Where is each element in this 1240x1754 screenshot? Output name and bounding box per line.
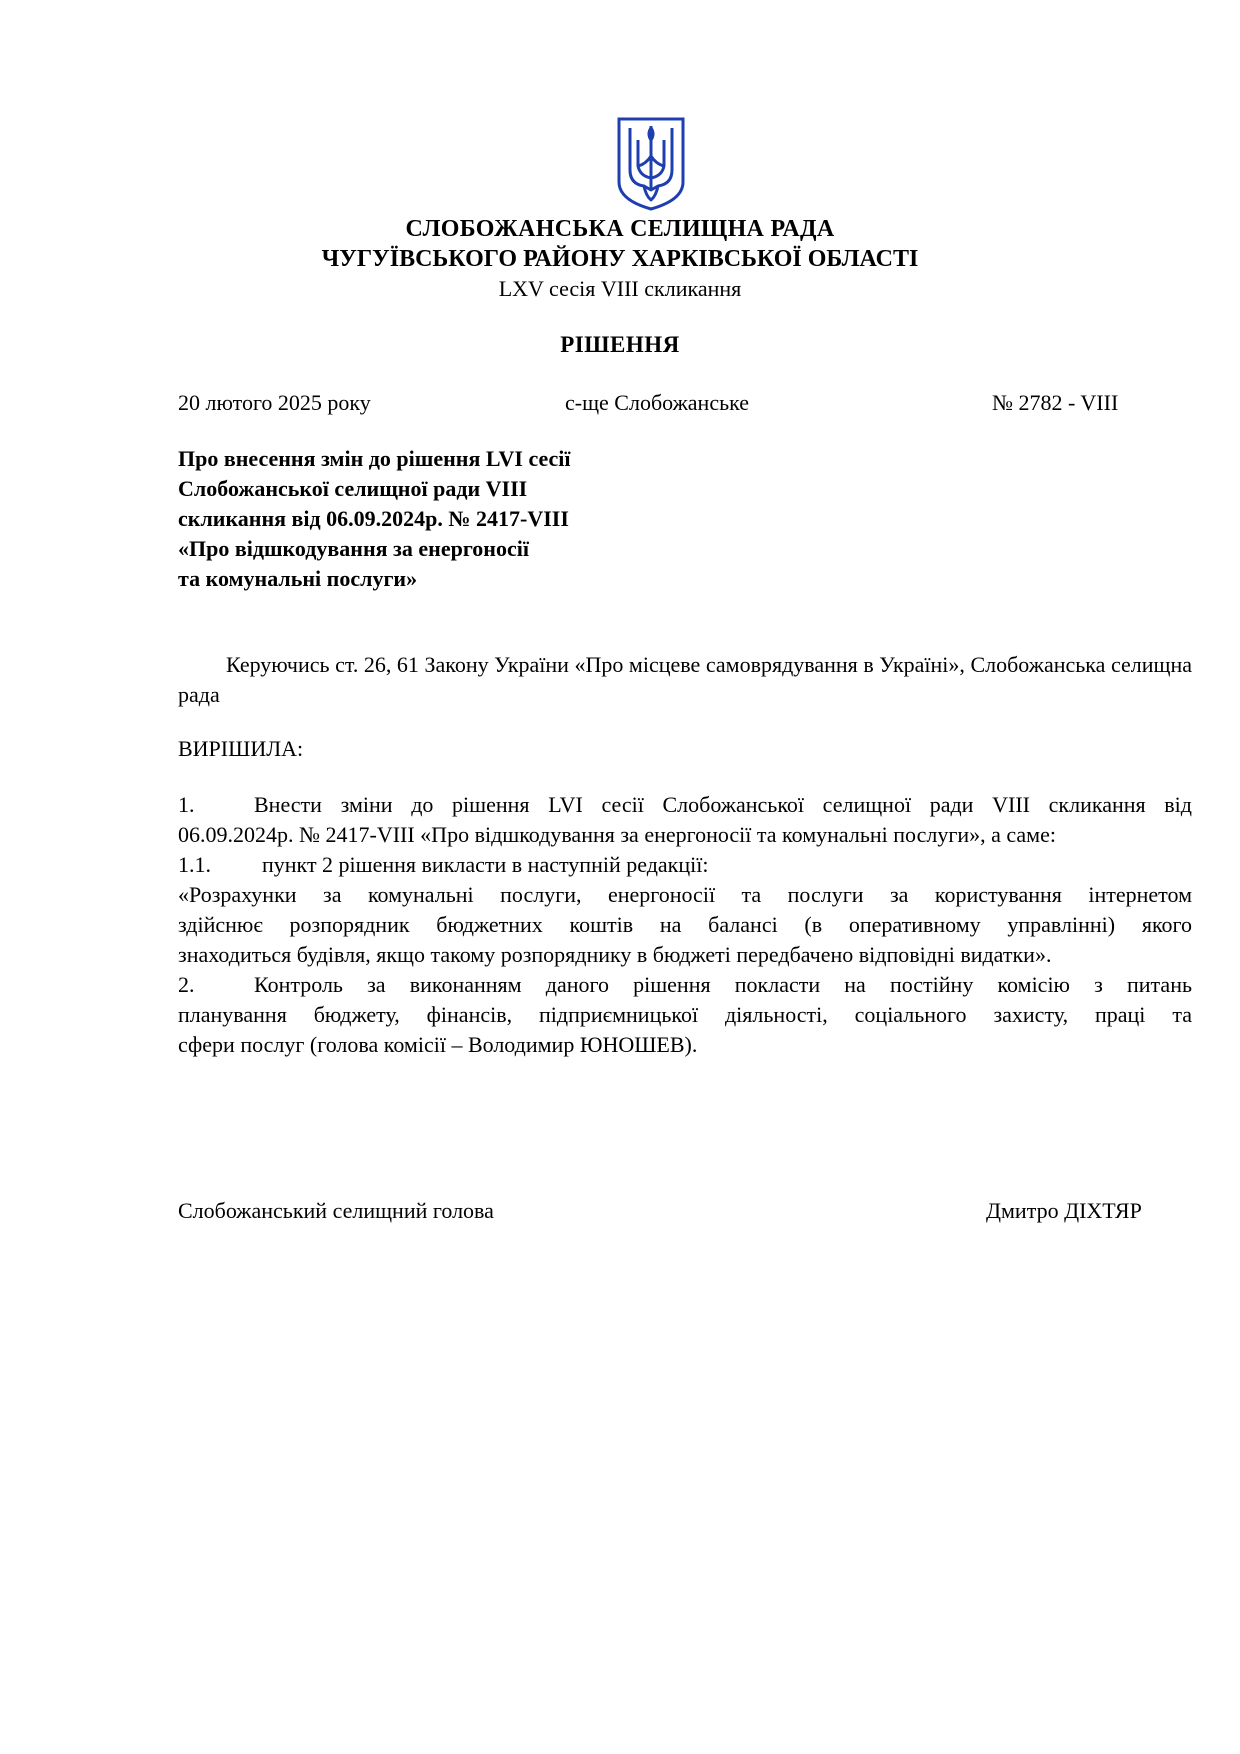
decision-place: с-ще Слобожанське bbox=[565, 390, 750, 415]
item-2-text: Контроль за виконанням даного рішення покласти на постійну комісію з питань bbox=[254, 972, 1192, 997]
decision-subject bbox=[178, 444, 698, 594]
signatory-position: Слобожанський селищний голова bbox=[178, 1198, 494, 1223]
organization-name: СЛОБОЖАНСЬКА СЕЛИЩНА РАДА bbox=[405, 216, 835, 242]
decision-number: № 2782 - VIII bbox=[992, 390, 1119, 415]
subject-line: Слобожанської селищної ради VIII bbox=[178, 476, 528, 501]
coat-of-arms-icon bbox=[616, 116, 686, 212]
item-1-text: Внести зміни до рішення LVI сесії Слобожанської селищної ради VIII скликання від bbox=[254, 792, 1192, 817]
subject-line: Про внесення змін до рішення LVI сесії bbox=[178, 446, 571, 471]
quote-line: здійснює розпорядник бюджетних коштів на балансі (в оперативному управлінні) якого bbox=[178, 912, 1192, 937]
item-number: 1. bbox=[178, 792, 195, 817]
organization-district: ЧУГУЇВСЬКОГО РАЙОНУ ХАРКІВСЬКОЇ ОБЛАСТІ bbox=[321, 246, 919, 272]
item-1-line: 06.09.2024р. № 2417-VIII «Про відшкодування за енергоносії та комунальні послуги», а саме: bbox=[178, 822, 1056, 847]
preamble-paragraph: Керуючись ст. 26, 61 Закону України «Про місцеве самоврядування в Україні», Слобожанська селищна рада bbox=[178, 652, 1192, 707]
item-2-line: планування бюджету, фінансів, підприємницької діяльності, соціального захисту, праці та bbox=[178, 1002, 1192, 1027]
item-number: 1.1. bbox=[178, 852, 211, 877]
quote-line: знаходиться будівля, якщо такому розпоряднику в бюджеті передбачено відповідні видатки». bbox=[178, 942, 1052, 967]
quote-line: «Розрахунки за комунальні послуги, енергоносії та послуги за користування інтернетом bbox=[178, 882, 1192, 907]
subject-line: та комунальні послуги» bbox=[178, 566, 418, 591]
resolved-heading: ВИРІШИЛА: bbox=[178, 736, 304, 761]
decision-body bbox=[178, 790, 1192, 1060]
subject-line: «Про відшкодування за енергоносії bbox=[178, 536, 529, 561]
signatory-name: Дмитро ДІХТЯР bbox=[986, 1198, 1142, 1223]
item-1-line bbox=[178, 790, 1192, 820]
item-number: 2. bbox=[178, 972, 195, 997]
session-info: LXV сесія VIII скликання bbox=[498, 276, 742, 301]
item-1-1-text: пункт 2 рішення викласти в наступній редакції: bbox=[262, 852, 709, 877]
item-2-line bbox=[178, 970, 1192, 1000]
item-2-line: сфери послуг (голова комісії – Володимир ЮНОШЕВ). bbox=[178, 1032, 698, 1057]
decision-date: 20 лютого 2025 року bbox=[178, 390, 371, 415]
item-1-1-line bbox=[178, 850, 1192, 880]
document-title: РІШЕННЯ bbox=[560, 332, 680, 357]
subject-line: скликання від 06.09.2024р. № 2417-VIII bbox=[178, 506, 569, 531]
